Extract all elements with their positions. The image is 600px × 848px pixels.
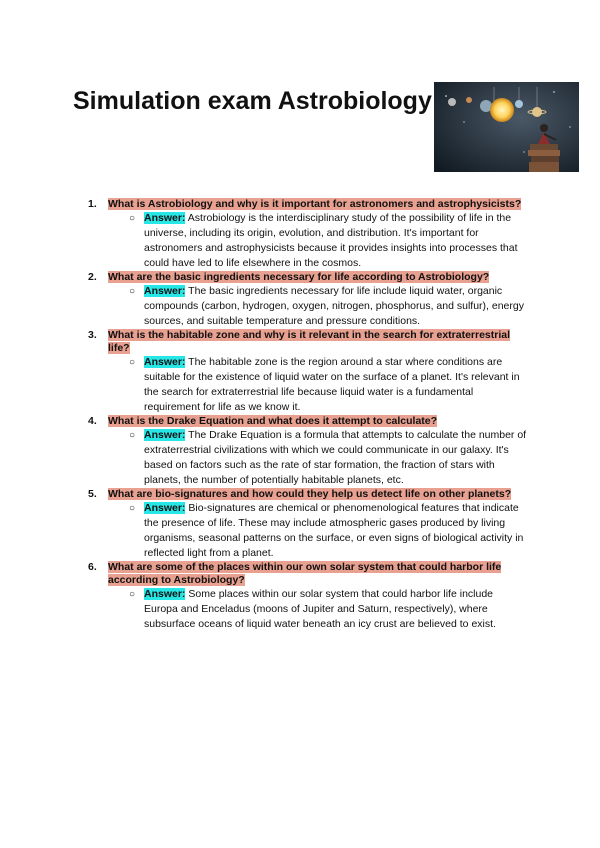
question-text [108, 198, 528, 211]
answer-body: The Drake Equation is a formula that attempts to calculate the number of extraterrestrial civilizations with which we could communicate in our galaxy. It's based on factors such as the rate of star formation, the fraction of stars with planets, the number of potentially habitable planets, etc. [144, 429, 527, 486]
hollow-bullet-icon: ○ [129, 430, 136, 441]
list-item [88, 271, 528, 329]
question-number: 1. [88, 198, 97, 210]
answer-text [129, 428, 528, 488]
list-item [88, 561, 528, 632]
hollow-bullet-icon: ○ [129, 589, 136, 600]
question-list [88, 198, 528, 632]
answer-text [129, 211, 528, 271]
question-highlight: What is Astrobiology and why is it important for astronomers and astrophysicists? [108, 198, 522, 210]
question-highlight: What are the basic ingredients necessary for life according to Astrobiology? [108, 271, 490, 283]
answer-label: Answer: [144, 502, 186, 514]
question-number: 3. [88, 329, 97, 341]
question-text [108, 415, 528, 428]
page-title: Simulation exam Astrobiology [73, 87, 432, 115]
question-number: 2. [88, 271, 97, 283]
answer-body: Bio-signatures are chemical or phenomenological features that indicate the presence of life. These may include atmospheric gases produced by living organisms, seasonal patterns on the surface, or even signs of biological activity in reflected light from a planet. [144, 502, 524, 559]
answer-body: Some places within our solar system that could harbor life include Europa and Enceladus (moons of Jupiter and Saturn, respectively), where subsurface oceans of liquid water beneath an icy crust are believed to exist. [144, 588, 496, 630]
question-number: 4. [88, 415, 97, 427]
question-highlight: What is the habitable zone and why is it relevant in the search for extraterrestrial life? [108, 329, 511, 354]
question-text [108, 561, 528, 587]
question-highlight: What are bio-signatures and how could they help us detect life on other planets? [108, 488, 512, 500]
answer-label: Answer: [144, 356, 186, 368]
astronomy-illustration [434, 82, 579, 172]
question-text [108, 488, 528, 501]
question-text [108, 329, 528, 355]
answer-body: Astrobiology is the interdisciplinary study of the possibility of life in the universe, including its origin, evolution, and distribution. It's important for astronomers and astrophysicists because it provides insights into processes that could have led to life elsewhere in the cosmos. [144, 212, 518, 269]
hollow-bullet-icon: ○ [129, 213, 136, 224]
answer-label: Answer: [144, 212, 186, 224]
answer-body: The habitable zone is the region around a star where conditions are suitable for the existence of liquid water on the surface of a planet. It's relevant in the search for extraterrestrial life because liquid water is a fundamental requirement for life as we know it. [144, 356, 520, 413]
list-item [88, 488, 528, 561]
question-highlight: What is the Drake Equation and what does it attempt to calculate? [108, 415, 438, 427]
list-item [88, 415, 528, 488]
question-number: 5. [88, 488, 97, 500]
answer-label: Answer: [144, 285, 186, 297]
hollow-bullet-icon: ○ [129, 503, 136, 514]
list-item [88, 198, 528, 271]
question-text [108, 271, 528, 284]
answer-text [129, 501, 528, 561]
hollow-bullet-icon: ○ [129, 286, 136, 297]
answer-label: Answer: [144, 429, 186, 441]
answer-label: Answer: [144, 588, 186, 600]
hollow-bullet-icon: ○ [129, 357, 136, 368]
answer-text [129, 355, 528, 415]
space-scene-icon [434, 82, 579, 172]
list-item [88, 329, 528, 415]
answer-body: The basic ingredients necessary for life include liquid water, organic compounds (carbon, hydrogen, oxygen, nitrogen, phosphorus, and sulfur), energy sources, and suitable temperature and pressure conditions. [144, 285, 524, 327]
answer-text [129, 284, 528, 329]
question-number: 6. [88, 561, 97, 573]
question-highlight: What are some of the places within our own solar system that could harbor life according to Astrobiology? [108, 561, 502, 586]
answer-text [129, 587, 528, 632]
